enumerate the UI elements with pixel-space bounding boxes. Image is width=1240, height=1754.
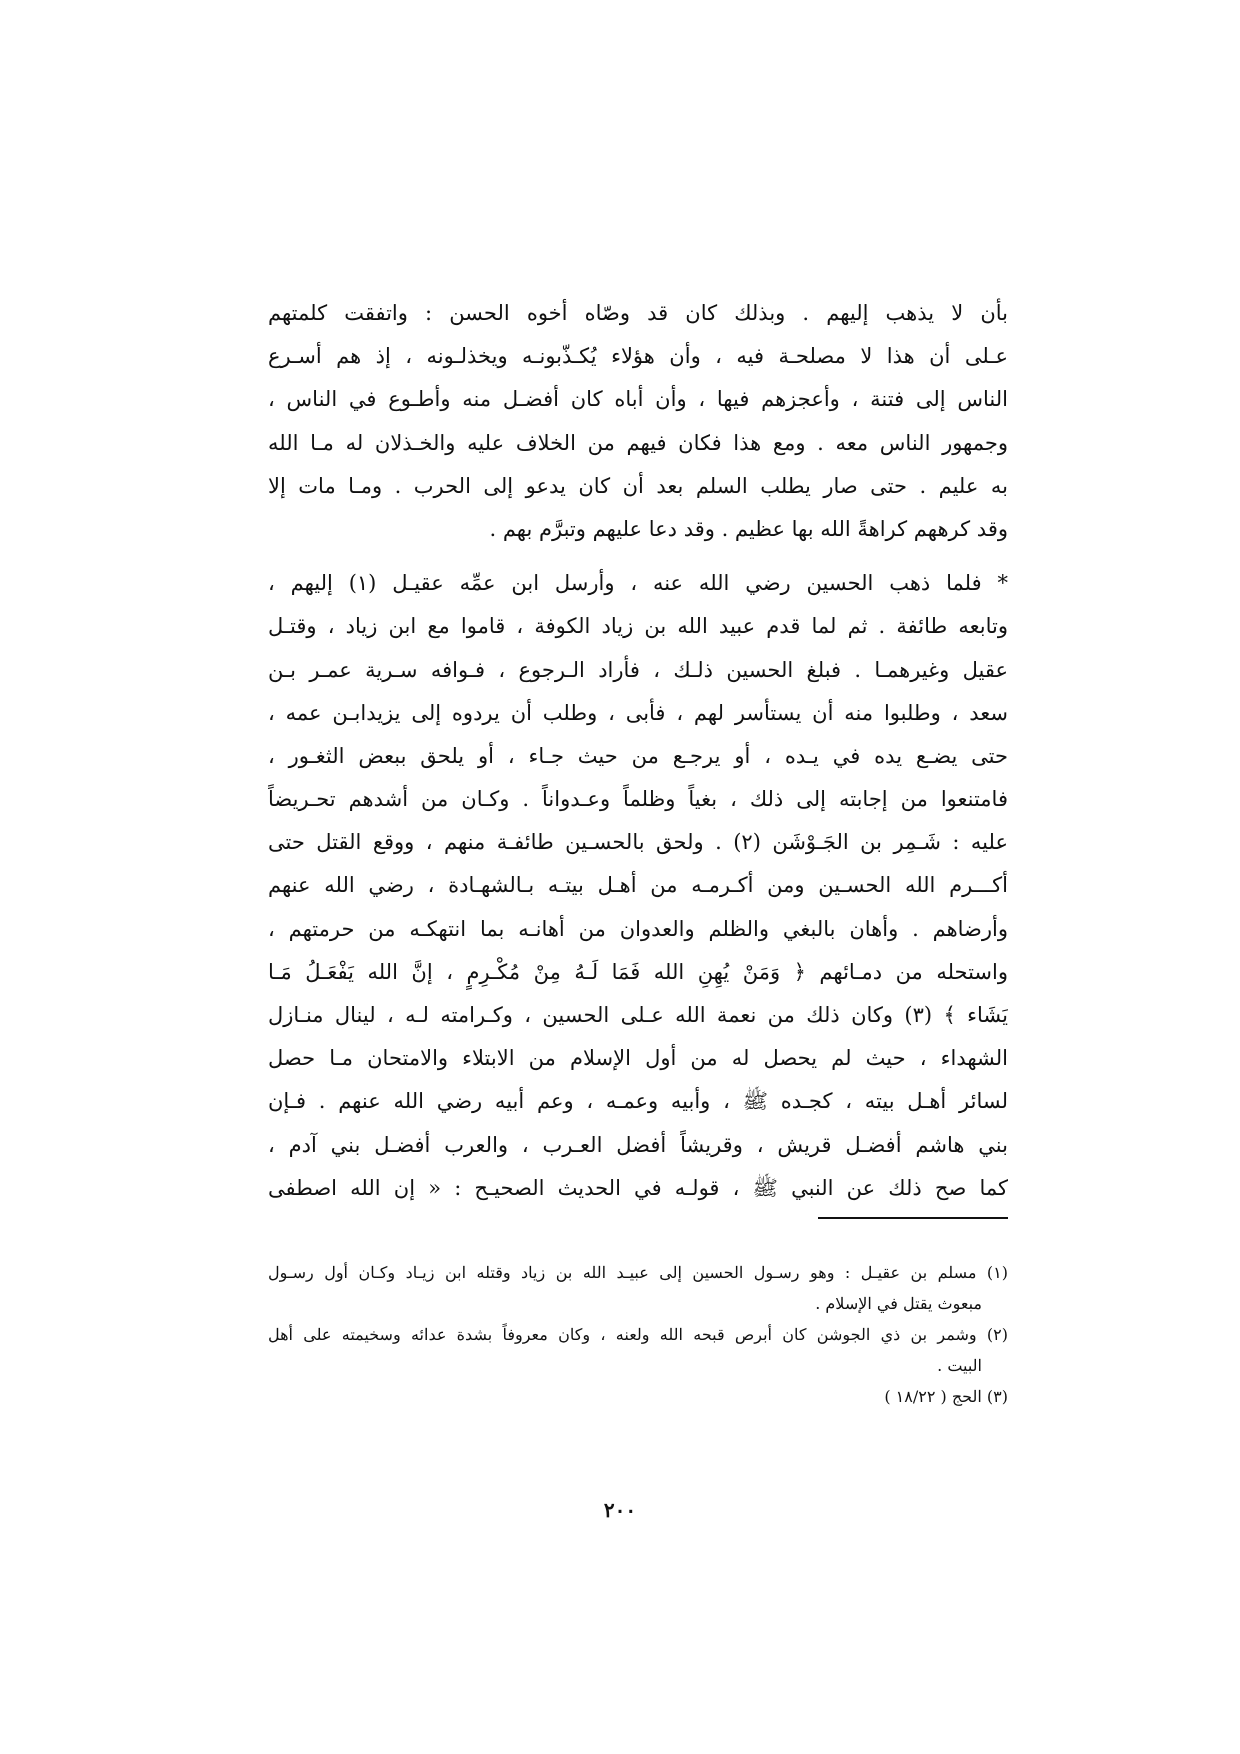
main-text (268, 292, 1008, 1210)
text-line: وتابعه طائفة . ثم لما قدم عبيد الله بن زياد الكوفة ، قاموا مع ابن زياد ، وقتـل (268, 614, 1008, 639)
text-line: عقيل وغيرهمـا . فبلغ الحسين ذلـك ، فأراد الـرجوع ، فـوافه سـرية عمـر بـن (268, 657, 1008, 682)
text-line: بأن لا يذهب إليهم . وبذلك كان قد وصّاه أخوه الحسن : واتفقت كلمتهم (268, 301, 1008, 325)
text-line: واستحله من دمـائهم ﴿ وَمَنْ يُهِنِ الله فَمَا لَـهُ مِنْ مُكْـرِمٍ ، إنَّ الله يَفْعَـلُ مَـا (268, 959, 1008, 984)
footnote-line: مبعوث يقتل في الإسلام . (815, 1294, 982, 1313)
footnote-line: (١) مسلم بن عقيـل : وهو رسـول الحسين إلى عبيـد الله بن زياد وقتله ابن زيـاد وكـان أول رسـول (268, 1263, 1008, 1282)
paragraph-2 (268, 562, 1008, 1210)
footnote-2 (268, 1319, 1008, 1381)
footnote-separator (818, 1217, 1008, 1219)
text-line: وأرضاهم . وأهان بالبغي والظلم والعدوان من أهانـه بما انتهكـه من حرمتهم ، (268, 916, 1008, 941)
footnote-3 (268, 1381, 1008, 1412)
text-line: به عليم . حتى صار يطلب السلم بعد أن كان يدعو إلى الحرب . ومـا مات إلا (268, 473, 1008, 498)
text-line: الناس إلى فتنة ، وأعجزهم فيها ، وأن أباه كان أفضـل منه وأطـوع في الناس ، (268, 387, 1008, 412)
footnote-line: (٢) وشمر بن ذي الجوشن كان أبرص قبحه الله ولعنه ، وكان معروفاً بشدة عدائه وسخيمته على أهل (268, 1325, 1008, 1344)
text-line: * فلما ذهب الحسين رضي الله عنه ، وأرسل ابن عمِّه عقيـل (١) إليهم ، (268, 571, 1008, 596)
footnotes (268, 1257, 1008, 1412)
text-line: كما صح ذلك عن النبي ﷺ ، قولـه في الحديث الصحيـح : « إن الله اصطفى (268, 1175, 1008, 1200)
text-line: وقد كرههم كراهةً الله بها عظيم . وقد دعا عليهم وتبرَّم بهم . (489, 516, 1008, 541)
footnote-1 (268, 1257, 1008, 1319)
text-line: بني هاشم أفضـل قريش ، وقريشاً أفضل العـرب ، والعرب أفضـل بني آدم ، (268, 1132, 1008, 1157)
text-line: عـلى أن هذا لا مصلحـة فيه ، وأن هؤلاء يُكـذّبونـه ويخذلـونه ، إذ هم أسـرع (268, 344, 1008, 369)
text-line: أكـــرم الله الحسـين ومن أكـرمـه من أهـل بيتـه بـالشهـادة ، رضي الله عنهم (268, 873, 1008, 898)
text-line: الشهداء ، حيث لم يحصل له من أول الإسلام من الابتلاء والامتحان مـا حصل (268, 1046, 1008, 1071)
text-line: فامتنعوا من إجابته إلى ذلك ، بغياً وظلماً وعـدواناً . وكـان من أشدهم تحـريضاً (268, 787, 1008, 812)
footnote-line: البيت . (937, 1356, 982, 1375)
text-line: وجمهور الناس معه . ومع هذا فكان فيهم من الخلاف عليه والخـذلان له مـا الله (268, 430, 1008, 455)
page-number: ٢٠٠ (603, 1498, 637, 1522)
text-line: لسائر أهـل بيته ، كجـده ﷺ ، وأبيه وعمـه ، وعم أبيه رضي الله عنهم . فـإن (268, 1089, 1008, 1114)
text-line: يَشَاء ﴾ (٣) وكان ذلك من نعمة الله عـلى الحسين ، وكـرامته لـه ، لينال منـازل (268, 1003, 1008, 1027)
paragraph-gap (268, 551, 1008, 562)
footnote-line: (٣) الحج ( ١٨/٢٢ ) (884, 1387, 1008, 1406)
text-line: حتى يضـع يده في يـده ، أو يرجـع من حيث جـاء ، أو يلحق ببعض الثغـور ، (268, 743, 1008, 768)
paragraph-1 (268, 292, 1008, 551)
text-line: عليه : شَـمِر بن الجَـوْشَن (٢) . ولحق بالحسـين طائفـة منهم ، ووقع القتل حتى (268, 830, 1008, 855)
text-line: سعد ، وطلبوا منه أن يستأسر لهم ، فأبى ، وطلب أن يردوه إلى يزيدابـن عمه ، (268, 700, 1008, 725)
